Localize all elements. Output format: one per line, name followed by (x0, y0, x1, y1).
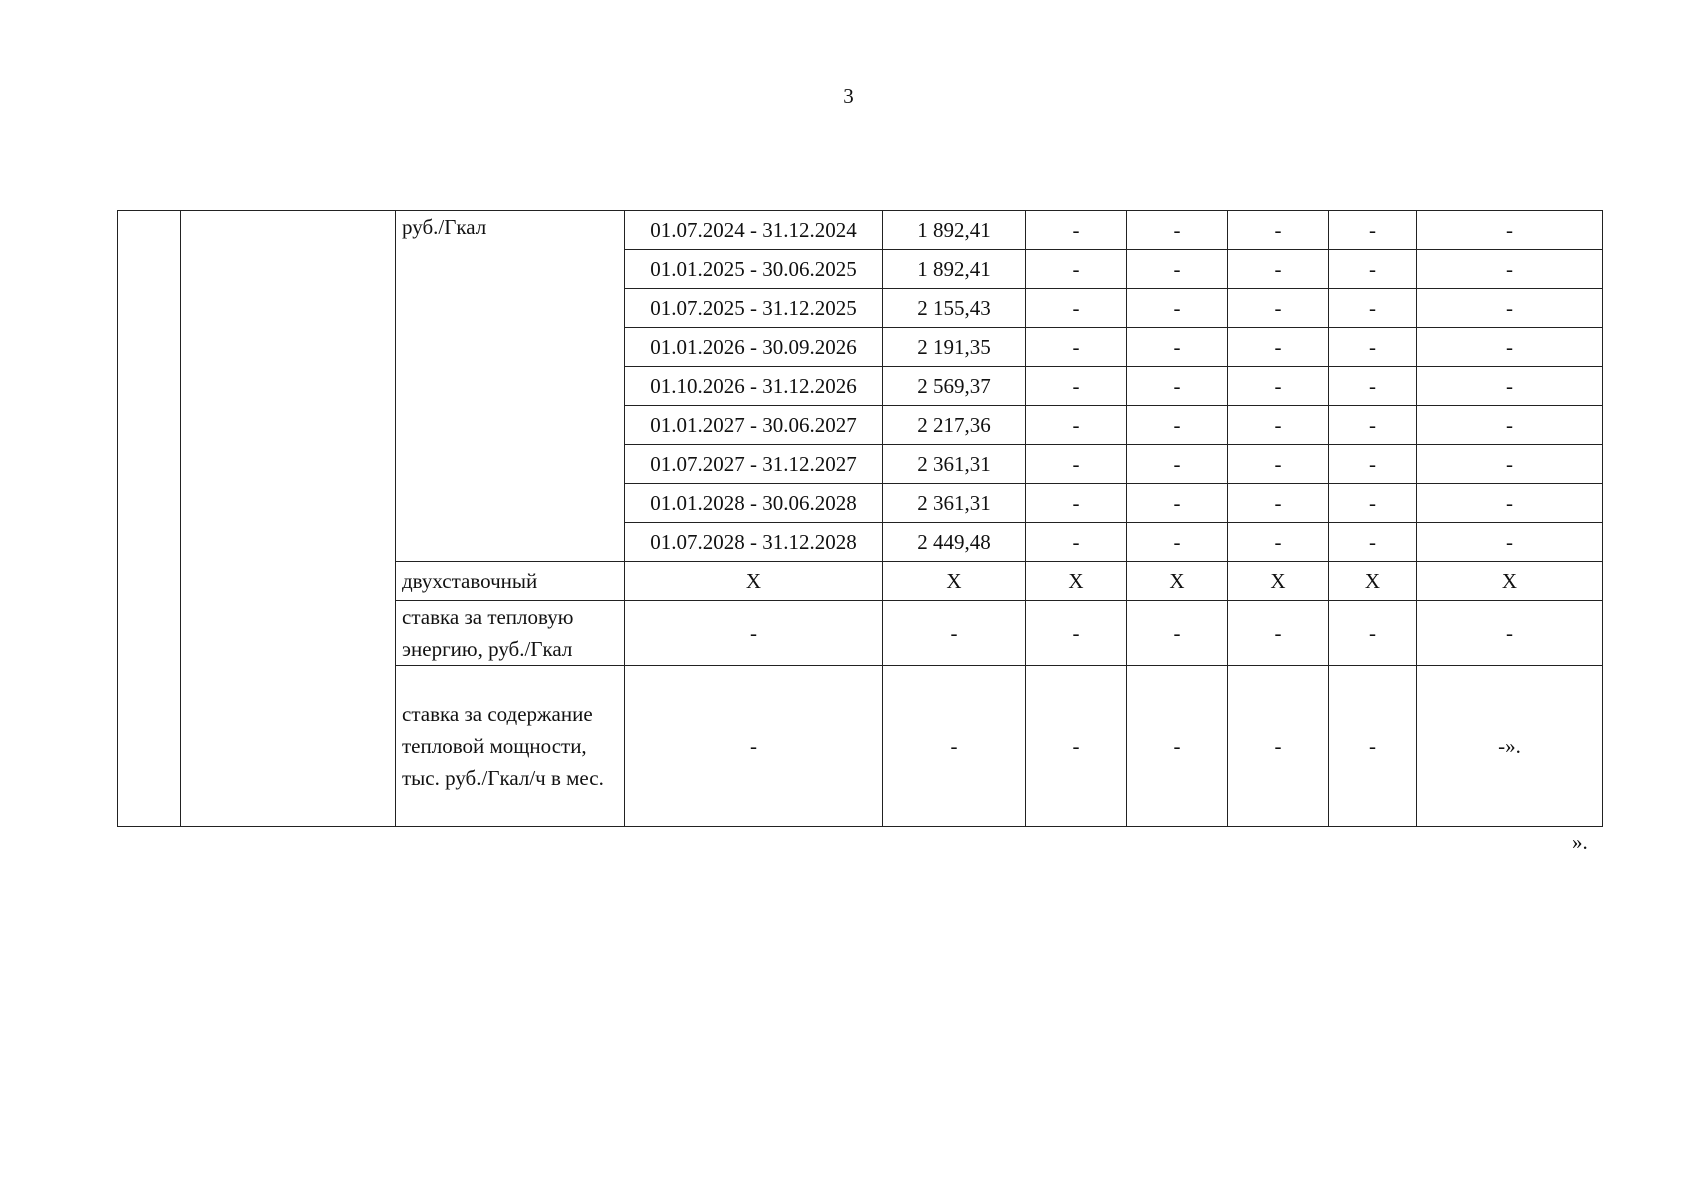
dash-cell: - (1329, 289, 1417, 328)
dash-cell: - (1417, 523, 1603, 562)
unit-label: руб./Гкал (396, 211, 625, 562)
value-cell: 2 361,31 (883, 445, 1026, 484)
dash-cell: - (1127, 666, 1228, 827)
table-row (118, 211, 1603, 250)
period-cell: 01.01.2026 - 30.09.2026 (625, 328, 883, 367)
value-cell: 1 892,41 (883, 250, 1026, 289)
dash-cell: - (1228, 523, 1329, 562)
dash-cell: - (1329, 250, 1417, 289)
dash-cell: - (1026, 406, 1127, 445)
dash-cell: - (883, 601, 1026, 666)
value-cell: 2 191,35 (883, 328, 1026, 367)
dash-cell: - (1228, 445, 1329, 484)
period-cell: 01.07.2025 - 31.12.2025 (625, 289, 883, 328)
dash-cell: - (1026, 289, 1127, 328)
dash-cell: - (1026, 250, 1127, 289)
period-cell: 01.01.2027 - 30.06.2027 (625, 406, 883, 445)
dash-cell: - (883, 666, 1026, 827)
dash-cell: - (1329, 484, 1417, 523)
dash-cell: - (1127, 328, 1228, 367)
x-cell: X (1417, 562, 1603, 601)
power-rate-label: ставка за содержание тепловой мощности, тыс. руб./Гкал/ч в мес. (396, 666, 625, 827)
dash-cell: - (1228, 328, 1329, 367)
dash-cell: - (1127, 406, 1228, 445)
dash-cell: - (1228, 666, 1329, 827)
dash-cell: - (1026, 367, 1127, 406)
dash-cell: - (1228, 250, 1329, 289)
dash-cell: - (625, 666, 883, 827)
value-cell: 1 892,41 (883, 211, 1026, 250)
dash-cell: - (1127, 289, 1228, 328)
x-cell: X (1329, 562, 1417, 601)
dash-cell: - (1417, 328, 1603, 367)
two-rate-label: двухставочный (396, 562, 625, 601)
dash-cell: - (625, 601, 883, 666)
dash-cell: - (1127, 523, 1228, 562)
dash-cell: - (1026, 484, 1127, 523)
value-cell: 2 569,37 (883, 367, 1026, 406)
x-cell: X (1228, 562, 1329, 601)
dash-cell: - (1417, 211, 1603, 250)
dash-cell: - (1026, 666, 1127, 827)
period-cell: 01.07.2024 - 31.12.2024 (625, 211, 883, 250)
dash-cell: - (1329, 666, 1417, 827)
dash-cell: - (1417, 601, 1603, 666)
dash-cell: - (1329, 601, 1417, 666)
dash-cell: - (1329, 523, 1417, 562)
dash-cell: - (1329, 211, 1417, 250)
x-cell: X (1127, 562, 1228, 601)
dash-cell: - (1417, 367, 1603, 406)
period-cell: 01.01.2028 - 30.06.2028 (625, 484, 883, 523)
dash-cell: - (1417, 406, 1603, 445)
dash-cell: - (1329, 445, 1417, 484)
heat-rate-label: ставка за тепловую энергию, руб./Гкал (396, 601, 625, 666)
tariff-table (117, 210, 1603, 827)
dash-cell: - (1127, 601, 1228, 666)
dash-cell: - (1228, 211, 1329, 250)
dash-cell: - (1127, 211, 1228, 250)
dash-cell: - (1026, 211, 1127, 250)
x-cell: X (625, 562, 883, 601)
dash-cell: - (1228, 484, 1329, 523)
value-cell: 2 155,43 (883, 289, 1026, 328)
dash-cell: - (1127, 445, 1228, 484)
x-cell: X (883, 562, 1026, 601)
closing-quote-mark: ». (1572, 830, 1588, 854)
dash-cell: - (1228, 601, 1329, 666)
dash-cell: - (1228, 367, 1329, 406)
dash-cell: - (1417, 250, 1603, 289)
dash-cell: - (1127, 367, 1228, 406)
dash-cell: -». (1417, 666, 1603, 827)
period-cell: 01.07.2027 - 31.12.2027 (625, 445, 883, 484)
empty-cell (181, 211, 396, 827)
value-cell: 2 361,31 (883, 484, 1026, 523)
dash-cell: - (1329, 406, 1417, 445)
period-cell: 01.10.2026 - 31.12.2026 (625, 367, 883, 406)
dash-cell: - (1026, 601, 1127, 666)
page-number: 3 (843, 84, 854, 108)
period-cell: 01.01.2025 - 30.06.2025 (625, 250, 883, 289)
dash-cell: - (1329, 367, 1417, 406)
dash-cell: - (1228, 289, 1329, 328)
x-cell: X (1026, 562, 1127, 601)
dash-cell: - (1127, 250, 1228, 289)
value-cell: 2 449,48 (883, 523, 1026, 562)
dash-cell: - (1026, 523, 1127, 562)
dash-cell: - (1026, 445, 1127, 484)
empty-cell (118, 211, 181, 827)
dash-cell: - (1417, 445, 1603, 484)
dash-cell: - (1417, 289, 1603, 328)
dash-cell: - (1228, 406, 1329, 445)
dash-cell: - (1417, 484, 1603, 523)
period-cell: 01.07.2028 - 31.12.2028 (625, 523, 883, 562)
dash-cell: - (1127, 484, 1228, 523)
dash-cell: - (1026, 328, 1127, 367)
value-cell: 2 217,36 (883, 406, 1026, 445)
dash-cell: - (1329, 328, 1417, 367)
